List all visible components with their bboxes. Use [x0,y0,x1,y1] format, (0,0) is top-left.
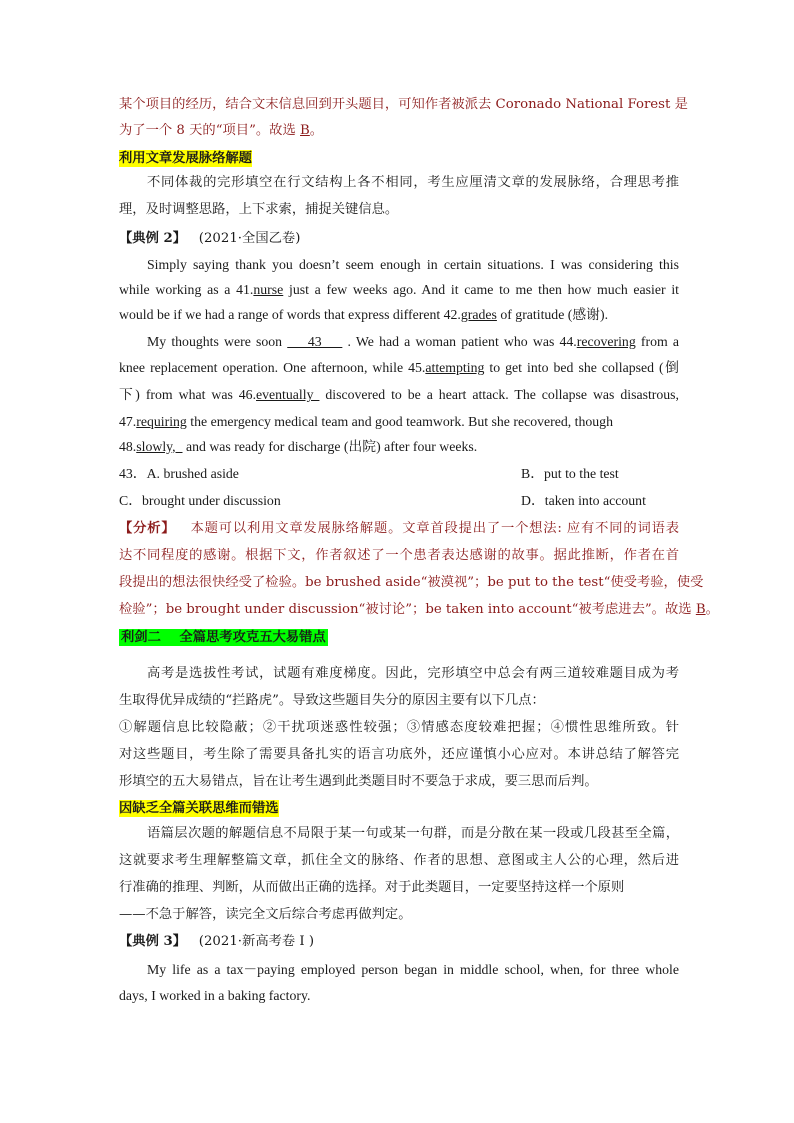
example-3-heading: 【典例 3】 (2021·新高考卷 I ) [119,934,315,949]
mistakes-line-4: 对这些题目，考生除了需要具备扎实的语言功底外，还应谨慎小心应对。本讲总结了解答完 [119,747,679,762]
passage-3-line-1: My life as a tax－paying employed person began in middle school, when, for three whole [147,962,679,977]
passage-line-6: 下) from what was 46.eventually discovered to be a heart attack. The collapse was disastrous, [119,387,679,402]
global-line-1: 语篇层次题的解题信息不局限于某一句或某一句群，而是分散在某一段或几段甚至全篇， [147,826,679,841]
passage-3-line-2: days, I worked in a baking factory. [119,988,311,1003]
global-line-3: 行准确的推理、判断，从而做出正确的选择。对于此类题目，一定要坚持这样一个原则 [119,880,625,895]
option-c: C．brought under discussion [119,493,281,508]
mistakes-line-3: ①解题信息比较隐蔽；②干扰项迷惑性较强；③情感态度较难把握；④惯性思维所致。针 [119,720,679,735]
intro-line-2: 理，及时调整思路，上下求索，捕捉关键信息。 [119,202,399,217]
passage-line-1: Simply saying thank you doesn’t seem enough in certain situations. I was considering this [147,257,679,272]
mistakes-line-2: 生取得优异成绩的“拦路虎”。导致这些题目失分的原因主要有以下几点： [119,693,545,708]
analysis-line-2: 为了一个 8 天的“项目”。故选 B。 [119,123,324,138]
analysis-2-line-3: 段提出的想法很快经受了检验。be brushed aside“被漠视”；be put to the test“使受考验，使受 [119,575,704,590]
global-line-4: ——不急于解答，读完全文后综合考虑再做判定。 [119,907,412,922]
section-heading-structure: 利用文章发展脉络解题 [119,151,252,166]
passage-line-3: would be if we had a range of words that express different 42.grades of gratitude (感谢). [119,307,609,322]
passage-line-2: while working as a 41.nurse just a few weeks ago. And it came to me then how much easier it [119,282,679,297]
options-row-2 [119,491,679,511]
example-2-heading: 【典例 2】 (2021·全国乙卷) [119,231,301,246]
mistakes-line-1: 高考是选拔性考试，试题有难度梯度。因此，完形填空中总会有两三道较难题目成为考 [147,666,679,681]
option-a: 43．A. brushed aside [119,466,239,481]
passage-line-8: 48.slowly, and was ready for discharge (出院) after four weeks. [119,439,478,454]
section-heading-global-thinking: 因缺乏全篇关联思维而错选 [119,801,279,816]
options-row-1 [119,464,679,484]
passage-line-7: 47.requiring the emergency medical team and good teamwork. But she recovered, though [119,414,613,429]
section-heading-sword-two: 利剑二 全篇思考攻克五大易错点 [121,630,326,645]
global-line-2: 这就要求考生理解整篇文章，抓住全文的脉络、作者的思想、意图或主人公的心理，然后进 [119,853,679,868]
mistakes-line-5: 形填空的五大易错点，旨在让考生遇到此类题目时不要急于求成，要三思而后判。 [119,774,598,789]
analysis-2-line-4: 检验”；be brought under discussion“被讨论”；be taken into account“被考虑进去”。故选 B。 [119,602,719,617]
option-d: D．taken into account [521,493,646,508]
analysis-2-line-1: 【分析】 本题可以利用文章发展脉络解题。文章首段提出了一个想法: 应有不同的词语表 [119,521,679,536]
option-b: B．put to the test [521,466,619,481]
passage-line-4: My thoughts were soon 43 . We had a woman patient who was 44.recovering from a [147,334,680,349]
analysis-2-line-2: 达不同程度的感谢。根据下文，作者叙述了一个患者表达感谢的故事。据此推断，作者在首 [119,548,679,563]
passage-line-5: knee replacement operation. One afternoon, while 45.attempting to get into bed she collapsed (倒 [119,360,679,375]
analysis-line-1: 某个项目的经历，结合文末信息回到开头题目，可知作者被派去 Coronado National Forest 是 [119,97,688,112]
intro-line-1: 不同体裁的完形填空在行文结构上各不相同，考生应厘清文章的发展脉络，合理思考推 [147,175,679,190]
